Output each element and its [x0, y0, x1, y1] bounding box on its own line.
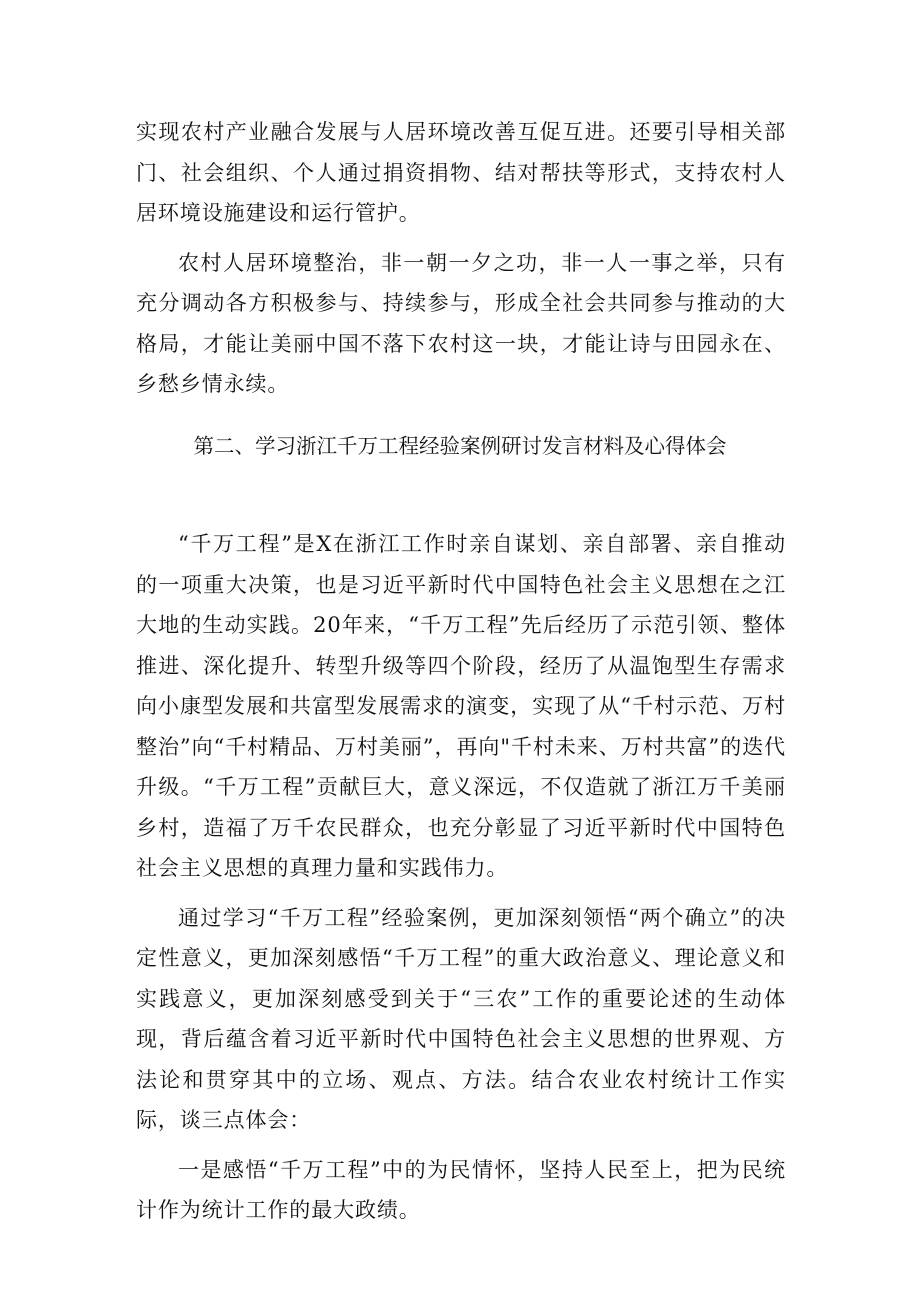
paragraph-1-1: 实现农村产业融合发展与人居环境改善互促互进。还要引导相关部门、社会组织、个人通过捐资捐物、结对帮扶等形式，支持农村人居环境设施建设和运行管护。: [136, 120, 786, 225]
paragraph-2-3: 一是感悟“千万工程”中的为民情怀，坚持人民至上，把为民统计作为统计工作的最大政绩。: [136, 1157, 786, 1222]
paragraph-2-2: 通过学习“千万工程”经验案例，更加深刻领悟“两个确立”的决定性意义，更加深刻感悟“千万工程”的重大政治意义、理论意义和实践意义，更加深刻感受到关于“三农”工作的重要论述的生动体现，背后蕴含着习近平新时代中国特色社会主义思想的世界观、方法论和贯穿其中的立场、观点、方法。结合农业农村统计工作实际，谈三点体会：: [136, 905, 786, 1132]
paragraph-1-2: 农村人居环境整治，非一朝一夕之功，非一人一事之举，只有充分调动各方积极参与、持续参与，形成全社会共同参与推动的大格局，才能让美丽中国不落下农村这一块，才能让诗与田园永在、乡愁乡情永续。: [136, 250, 786, 396]
section-1-body: [136, 112, 786, 405]
section-2-title: 第二、学习浙江千万工程经验案例研讨发言材料及心得体会: [193, 434, 727, 458]
section-2-body: [136, 524, 786, 1231]
paragraph-2-1: “千万工程”是X在浙江工作时亲自谋划、亲自部署、亲自推动的一项重大决策，也是习近平新时代中国特色社会主义思想在之江大地的生动实践。20年来，“千万工程”先后经历了示范引领、整体推进、深化提升、转型升级等四个阶段，经历了从温饱型生存需求向小康型发展和共富型发展需求的演变，实现了从“千村示范、万村整治”向“千村精品、万村美丽”，再向"千村未来、万村共富”的迭代升级。“千万工程”贡献巨大，意义深远，不仅造就了浙江万千美丽乡村，造福了万千农民群众，也充分彰显了习近平新时代中国特色社会主义思想的真理力量和实践伟力。: [136, 532, 786, 880]
